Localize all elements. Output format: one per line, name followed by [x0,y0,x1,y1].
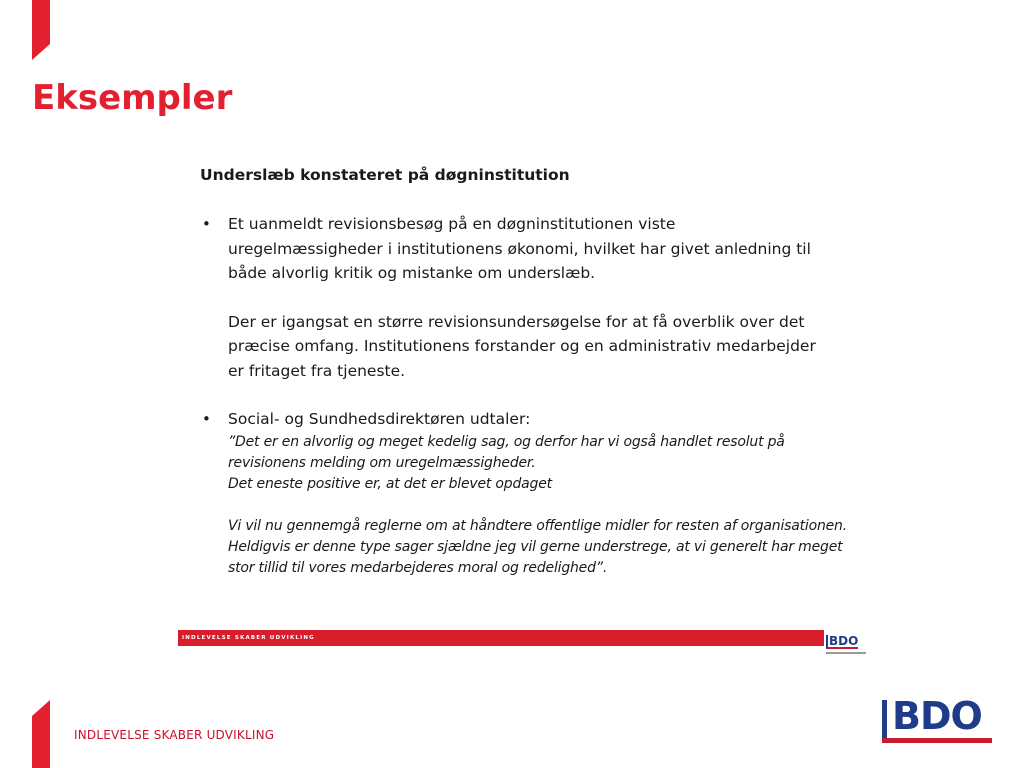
text-line: Det eneste positive er, at det er blevet opdaget [228,475,552,492]
text-line: præcise omfang. Institutionens forstander og en administrativ medarbejder [228,337,816,355]
text-line: Et uanmeldt revisionsbesøg på en døgninstitutionen viste [228,215,676,233]
document-heading: Underslæb konstateret på døgninstitution [200,166,570,184]
bottom-accent-shape [32,700,50,768]
text-line: er fritaget fra tjeneste. [228,361,406,380]
text-line: uregelmæssigheder i institutionens økonomi, hvilket har givet anledning til [228,239,811,258]
bullet-dot: • [202,410,211,428]
document-bdo-logo [826,630,866,654]
bullet-item-1 [200,212,860,383]
document-logo-tagline [826,652,866,654]
quote-paragraph-2 [228,516,860,579]
document-footer-text: INDLEVELSE SKABER UDVIKLING [182,635,315,641]
bullet-dot: • [202,215,211,233]
document-logo-text: BDO [826,635,858,649]
slide-title: Eksempler [32,78,233,118]
document-footer-bar [178,630,824,646]
quote-intro: Social- og Sundhedsdirektøren udtaler: [228,410,531,428]
text-line: Heldigvis er denne type sager sjældne jeg vil gerne understrege, at vi generelt har meget [228,538,843,555]
logo-bar [882,700,887,738]
text-line: Der er igangsat en større revisionsundersøgelse for at få overblik over det [228,312,805,331]
text-line: både alvorlig kritik og mistanke om underslæb. [228,264,596,282]
text-line: revisionens melding om uregelmæssigheder. [228,454,536,471]
bullet1-paragraph-2 [228,310,860,384]
quote-paragraph-1 [228,432,860,495]
bdo-logo [882,694,994,744]
logo-text: BDO [892,694,982,738]
logo-underline [882,738,992,743]
document-image [200,166,860,579]
text-line: ”Det er en alvorlig og meget kedelig sag, og derfor har vi også handlet resolut på [228,433,785,450]
footer-tagline: INDLEVELSE SKABER UDVIKLING [74,728,275,742]
bullet-item-2 [200,407,860,579]
text-line: Vi vil nu gennemgå reglerne om at håndtere offentlige midler for resten af organisationen. [228,517,847,534]
text-line: stor tillid til vores medarbejderes moral og redelighed”. [228,559,608,576]
top-accent-shape [32,0,50,60]
bullet1-paragraph-1 [228,212,860,286]
